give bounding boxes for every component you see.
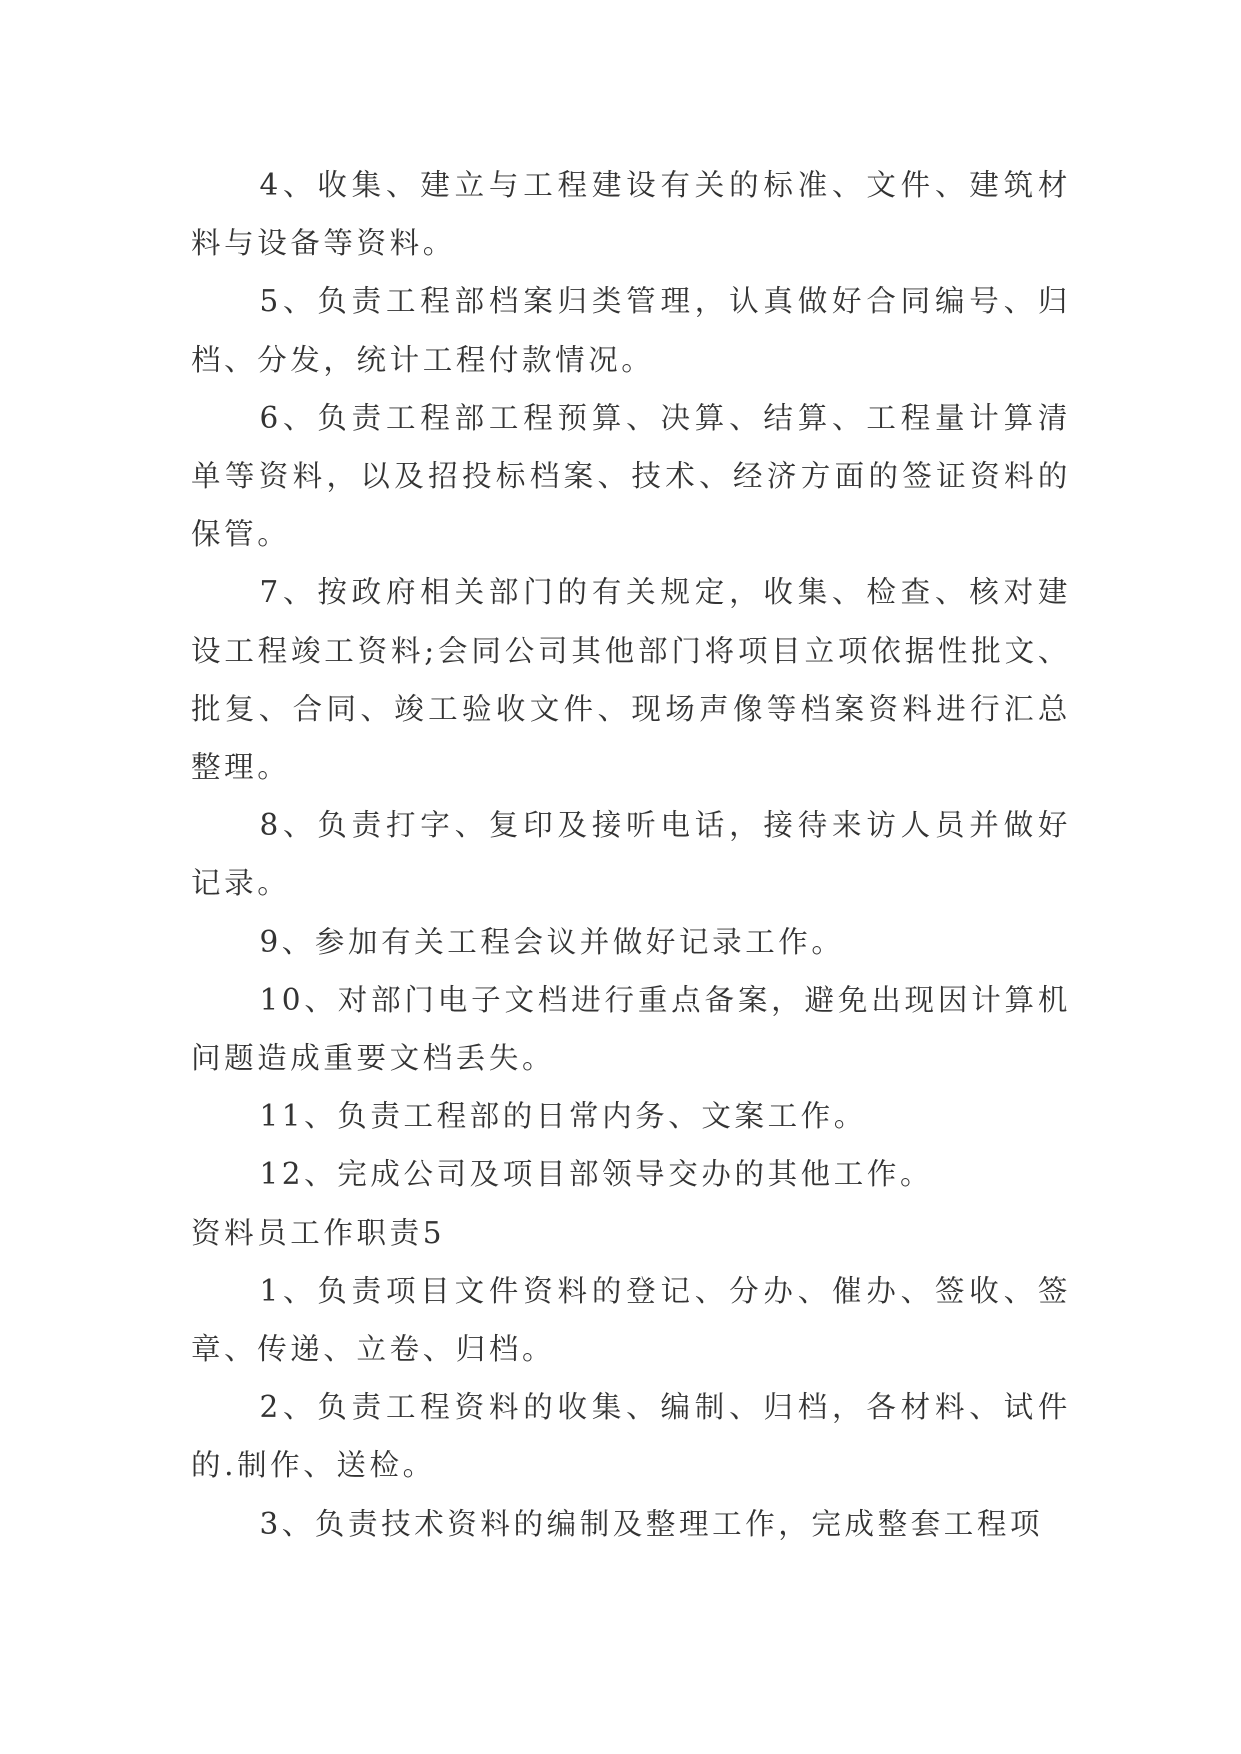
section-paragraph-item-2: 2、负责工程资料的收集、编制、归档，各材料、试件的.制作、送检。	[191, 1390, 1071, 1483]
paragraph-item-7: 7、按政府相关部门的有关规定，收集、检查、核对建设工程竣工资料;会同公司其他部门将项目立项依据性批文、批复、合同、竣工验收文件、现场声像等档案资料进行汇总整理。	[191, 575, 1071, 785]
paragraph-item-9: 9、参加有关工程会议并做好记录工作。	[259, 924, 845, 959]
paragraph-item-5: 5、负责工程部档案归类管理，认真做好合同编号、归档、分发，统计工程付款情况。	[191, 284, 1071, 377]
section-paragraph-item-3: 3、负责技术资料的编制及整理工作，完成整套工程项	[259, 1506, 1044, 1541]
section-paragraph-item-1: 1、负责项目文件资料的登记、分办、催办、签收、签章、传递、立卷、归档。	[191, 1273, 1071, 1367]
section-heading: 资料员工作职责5	[191, 1215, 446, 1250]
paragraph-item-4: 4、收集、建立与工程建设有关的标准、文件、建筑材料与设备等资料。	[191, 168, 1071, 261]
paragraph-item-10: 10、对部门电子文档进行重点备案，避免出现因计算机问题造成重要文档丢失。	[191, 982, 1071, 1076]
paragraph-item-8: 8、负责打字、复印及接听电话，接待来访人员并做好记录。	[191, 808, 1071, 901]
paragraph-item-12: 12、完成公司及项目部领导交办的其他工作。	[259, 1157, 934, 1192]
paragraph-item-11: 11、负责工程部的日常内务、文案工作。	[259, 1099, 867, 1134]
document-body	[191, 156, 1071, 1553]
paragraph-item-6: 6、负责工程部工程预算、决算、结算、工程量计算清单等资料，以及招投标档案、技术、经济方面的签证资料的保管。	[191, 400, 1071, 552]
